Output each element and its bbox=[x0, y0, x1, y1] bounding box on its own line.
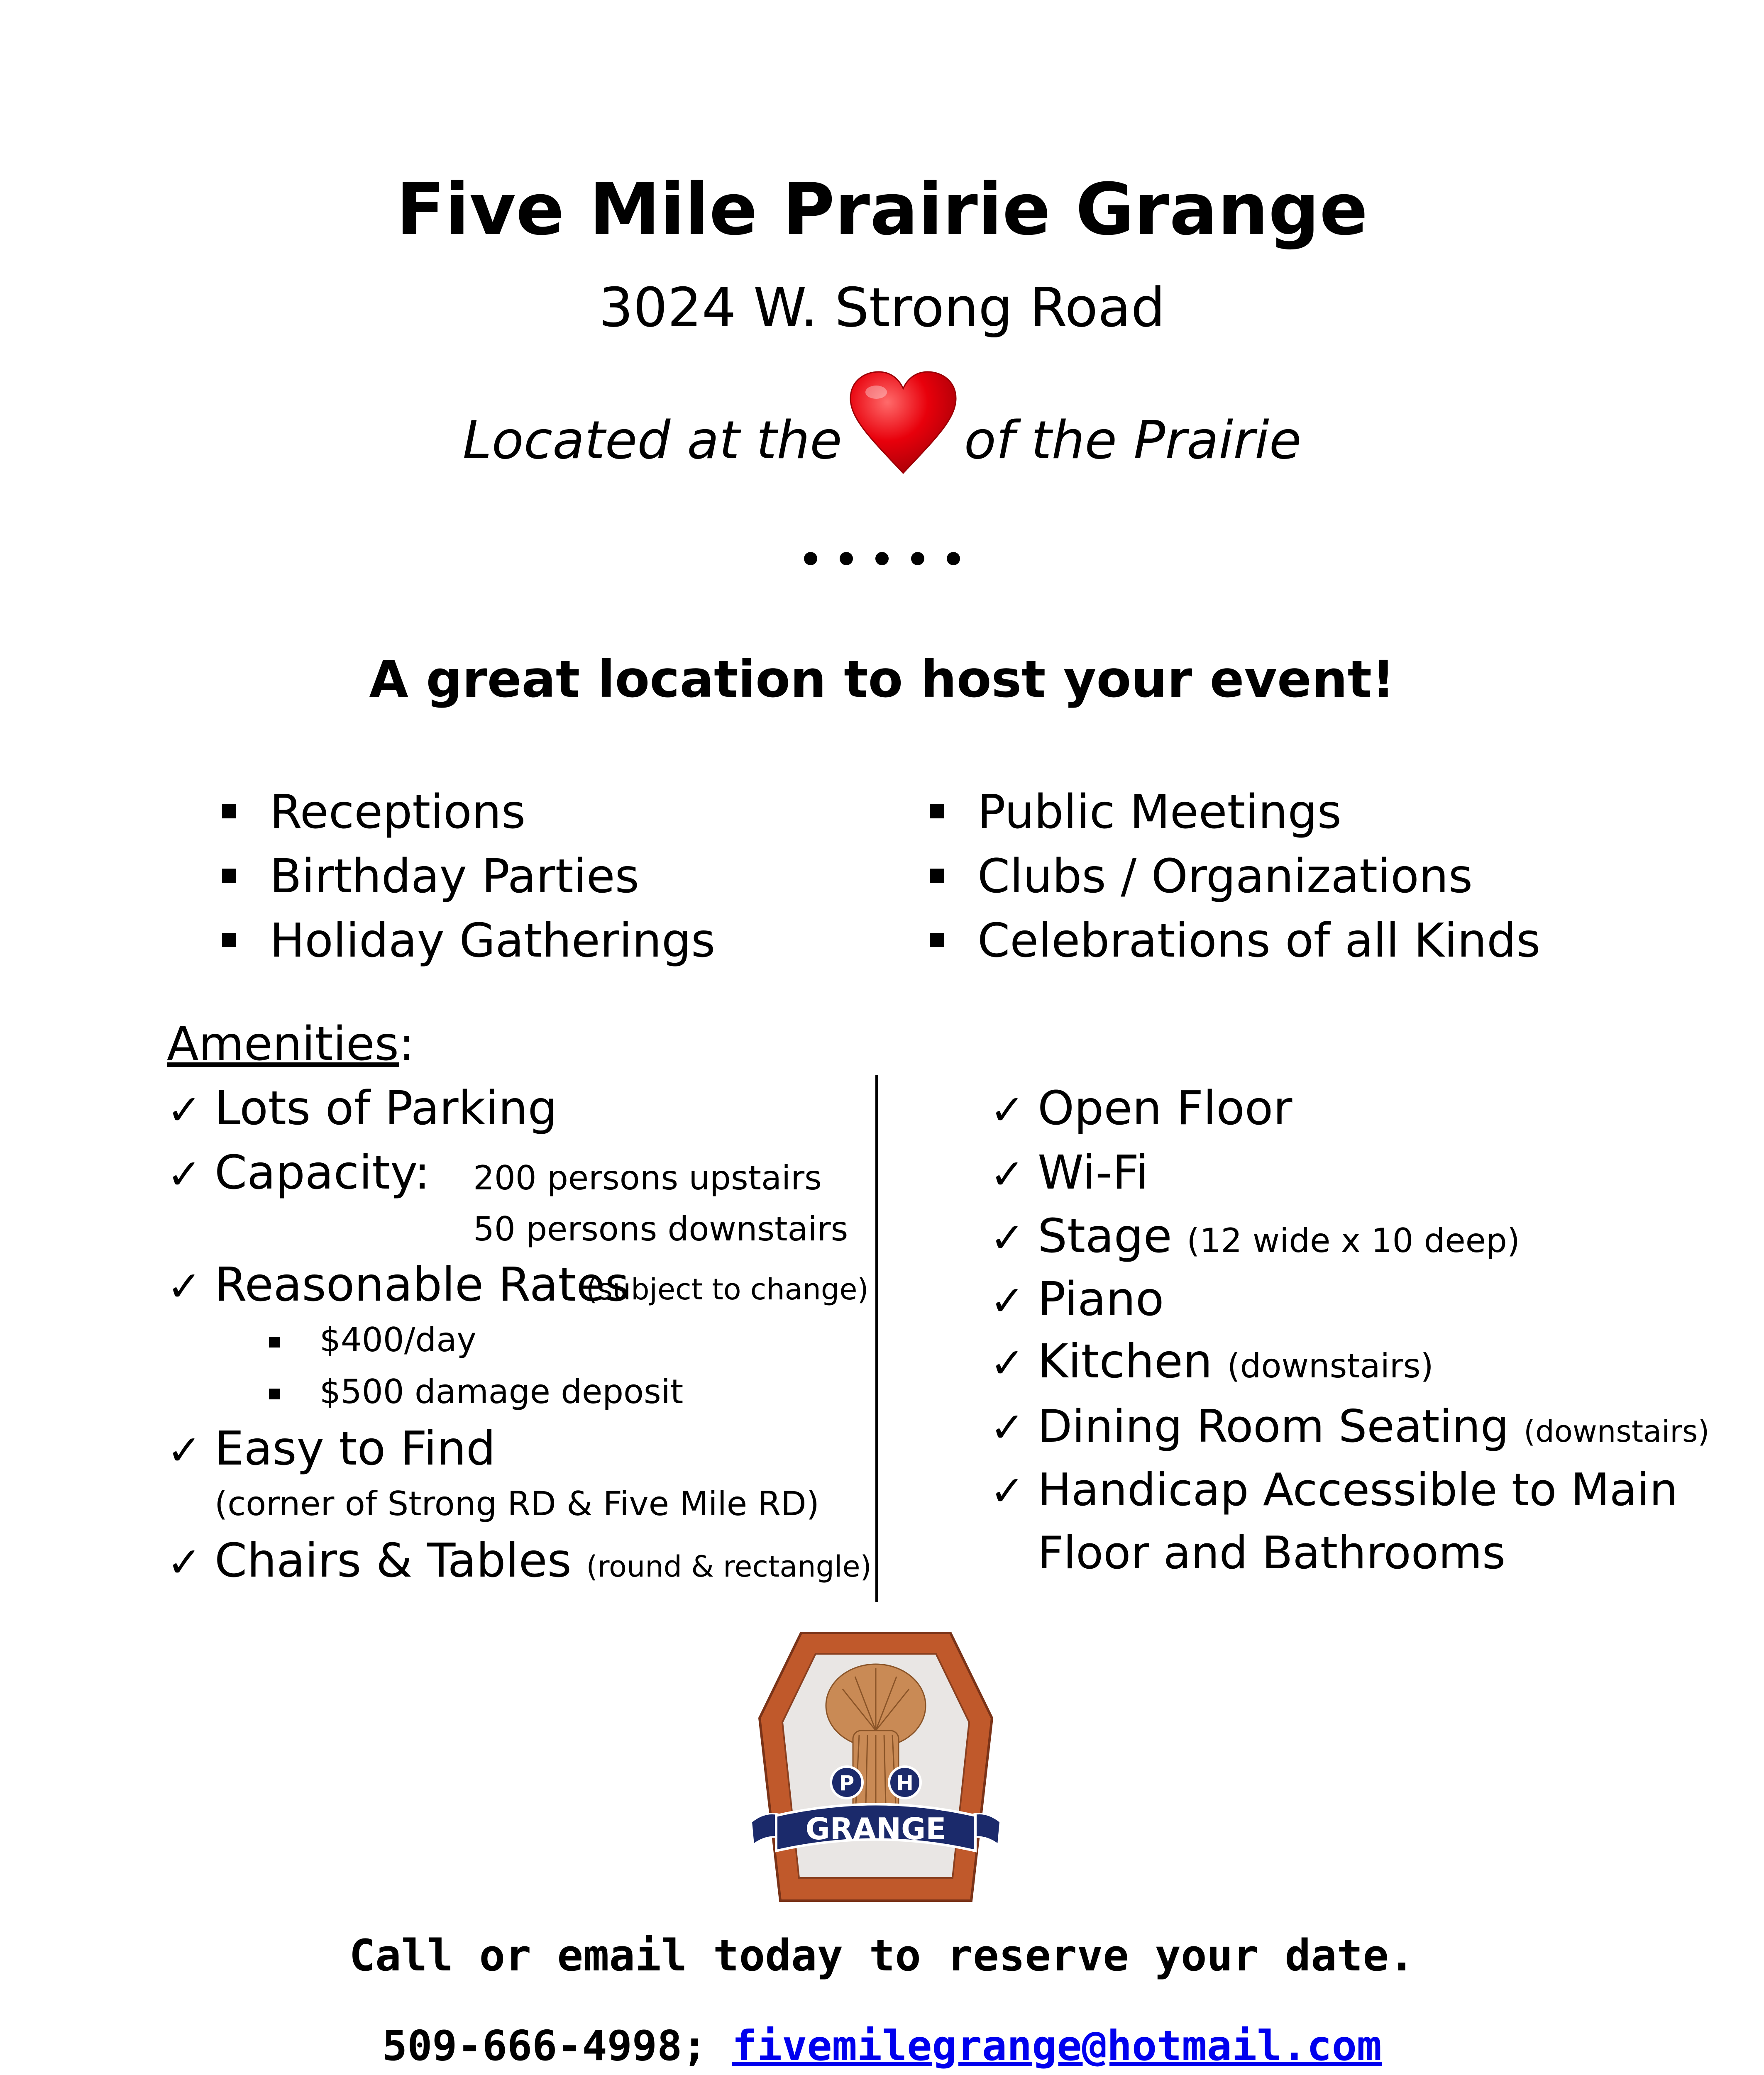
amenities-heading: Amenities: bbox=[167, 1017, 415, 1071]
amenity-stage: ✓ Stage (12 wide x 10 deep) bbox=[990, 1209, 1520, 1263]
amenity-rates: ✓ Reasonable Rates bbox=[167, 1258, 629, 1312]
amenity-kitchen: ✓ Kitchen (downstairs) bbox=[990, 1335, 1434, 1389]
logo-letter-h: H bbox=[896, 1771, 914, 1795]
grange-logo bbox=[747, 1627, 1004, 1917]
list-item: Celebrations of all Kinds bbox=[930, 909, 1540, 973]
amenity-dining: ✓ Dining Room Seating (downstairs) bbox=[990, 1401, 1710, 1452]
amenity-wifi: ✓ Wi-Fi bbox=[990, 1146, 1149, 1200]
event-list-right bbox=[930, 780, 1540, 973]
checkmark-icon: ✓ bbox=[990, 1277, 1025, 1325]
decorative-dots bbox=[0, 552, 1764, 565]
rate-day: $400/day bbox=[320, 1322, 476, 1358]
capacity-downstairs: 50 persons downstairs bbox=[473, 1210, 848, 1248]
list-item: Clubs / Organizations bbox=[930, 845, 1540, 909]
find-note: (corner of Strong RD & Five Mile RD) bbox=[215, 1484, 819, 1523]
column-divider bbox=[875, 1075, 878, 1602]
list-item: Public Meetings bbox=[930, 780, 1540, 845]
amenity-parking: ✓ Lots of Parking bbox=[167, 1081, 557, 1135]
amenity-easy-to-find: ✓ Easy to Find bbox=[167, 1422, 496, 1476]
tagline bbox=[0, 386, 1764, 494]
list-item: Birthday Parties bbox=[222, 845, 715, 909]
amenity-open-floor: ✓ Open Floor bbox=[990, 1081, 1292, 1135]
list-item: Holiday Gatherings bbox=[222, 909, 715, 973]
dot bbox=[840, 552, 853, 565]
square-bullet-icon bbox=[930, 933, 944, 947]
checkmark-icon: ✓ bbox=[167, 1150, 202, 1199]
tagline-after: of the Prairie bbox=[964, 409, 1302, 471]
checkmark-icon: ✓ bbox=[990, 1467, 1025, 1515]
amenity-chairs: ✓ Chairs & Tables (round & rectangle) bbox=[167, 1534, 872, 1588]
checkmark-icon: ✓ bbox=[990, 1339, 1025, 1387]
square-bullet-icon bbox=[222, 869, 236, 883]
dot bbox=[911, 552, 924, 565]
rate-deposit: $500 damage deposit bbox=[320, 1374, 683, 1410]
host-heading: A great location to host your event! bbox=[369, 650, 1395, 709]
checkmark-icon: ✓ bbox=[167, 1426, 202, 1474]
amenity-capacity: ✓ Capacity: bbox=[167, 1146, 430, 1200]
checkmark-icon: ✓ bbox=[990, 1086, 1025, 1134]
list-item: Receptions bbox=[222, 780, 715, 845]
dot bbox=[947, 552, 960, 565]
phone-number: 509-666-4998; bbox=[382, 2021, 707, 2070]
capacity-upstairs: 200 persons upstairs bbox=[473, 1159, 822, 1197]
square-bullet-icon bbox=[930, 804, 944, 818]
page-title: Five Mile Prairie Grange bbox=[396, 168, 1368, 251]
rates-note: (subject to change) bbox=[586, 1272, 869, 1306]
amenity-handicap: ✓ Handicap Accessible to Main bbox=[990, 1464, 1678, 1516]
email-link[interactable]: fivemilegrange@hotmail.com bbox=[732, 2021, 1382, 2070]
tagline-before: Located at the bbox=[462, 409, 842, 471]
dot bbox=[804, 552, 817, 565]
logo-letter-p: P bbox=[839, 1771, 855, 1795]
square-bullet-icon bbox=[269, 1389, 280, 1399]
checkmark-icon: ✓ bbox=[990, 1213, 1025, 1262]
address: 3024 W. Strong Road bbox=[599, 276, 1165, 339]
checkmark-icon: ✓ bbox=[990, 1403, 1025, 1452]
square-bullet-icon bbox=[930, 869, 944, 883]
heart-icon bbox=[847, 369, 959, 477]
event-list-left bbox=[222, 780, 715, 973]
checkmark-icon: ✓ bbox=[990, 1150, 1025, 1199]
amenity-handicap-line2: Floor and Bathrooms bbox=[1038, 1527, 1506, 1579]
amenity-piano: ✓ Piano bbox=[990, 1272, 1164, 1326]
checkmark-icon: ✓ bbox=[167, 1086, 202, 1134]
square-bullet-icon bbox=[222, 804, 236, 818]
contact-line bbox=[0, 2023, 1764, 2069]
square-bullet-icon bbox=[222, 933, 236, 947]
logo-banner-text: GRANGE bbox=[805, 1811, 946, 1846]
call-to-action: Call or email today to reserve your date. bbox=[349, 1930, 1415, 1981]
checkmark-icon: ✓ bbox=[167, 1262, 202, 1311]
dot bbox=[875, 552, 889, 565]
checkmark-icon: ✓ bbox=[167, 1538, 202, 1587]
square-bullet-icon bbox=[269, 1337, 280, 1348]
